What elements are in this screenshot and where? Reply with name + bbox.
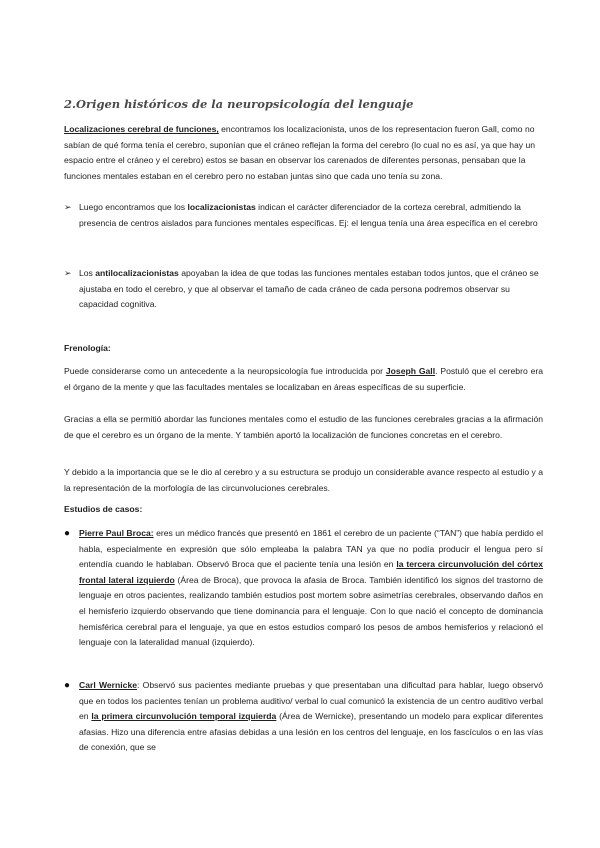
broca-text-2: (Área de Broca), que provoca la afasia de Broca. También identificó los signos del trastorno de lenguaje en otros pacientes, realizando también estudios post mortem sobre asimetrías cerebrales, observando daños en el hemisferio izquierdo observando que tiene dominancia para el lenguaje. Con lo que nació el concepto de dominancia hemisférica cerebral para el lenguaje, ya que en estos estudios comparó los pesos de ambos hemisferios y relacionó el lenguaje con la lateralidad manual (izquierdo). <box>79 574 543 648</box>
wernicke-name: Carl Wernicke <box>79 680 138 690</box>
wernicke-area: la primera circunvolución temporal izquierda <box>91 711 277 722</box>
joseph-gall-name: Joseph Gall <box>385 366 436 376</box>
wernicke-item <box>79 678 543 756</box>
arrow-bullet-icon: ➢ <box>64 268 72 278</box>
wernicke-text-1: : Observó sus pacientes mediante pruebas y que presentaban una dificultad para hablar, luego observó que en todos los pacientes tenían un problema auditivo/ verbal lo cual comunicó la existencia de un centro auditivo verbal en <box>79 680 543 722</box>
frenologia-title: Frenología: <box>64 343 111 353</box>
frenologia-p2: Gracias a ella se permitió abordar las funciones mentales como el estudio de las funciones cerebrales gracias a la afirmación de que el cerebro es un órgano de la mente. Y también aportó la localización de funciones concretas en el cerebro. <box>64 414 543 440</box>
broca-item <box>79 526 543 651</box>
intro-lead: Localizaciones cerebral de funciones, <box>64 124 219 134</box>
frenologia-p1 <box>64 364 543 395</box>
broca-text-1: eres un médico francés que presentó en 1861 el cerebro de un paciente (“TAN”) que había perdido el habla, especialmente en expresión que sólo empleaba la palabra TAN ya que no podía producir el lengua pero sí entendía cuando le hablaban. Observó Broca que el paciente tenía una lesión en <box>79 528 543 570</box>
antiloc-pre: Los <box>79 268 96 278</box>
loc-pre: Luego encontramos que los <box>79 202 188 212</box>
broca-area: la tercera circunvolución del córtex frontal lateral izquierdo <box>79 559 543 585</box>
arrow-bullet-icon: ➢ <box>64 202 72 212</box>
broca-name: Pierre Paul Broca: <box>79 528 154 538</box>
loc-post: indican el carácter diferenciador de la corteza cerebral, admitiendo la presencia de centros aislados para funciones mentales específicas. Ej: el lengua tenía una área específica en el cerebro <box>79 202 538 228</box>
intro-paragraph <box>64 122 543 184</box>
fren-p1-pre: Puede considerarse como un antecedente a la neuropsicología fue introducida por <box>64 366 386 376</box>
bullet-icon: ● <box>64 680 71 691</box>
localizacionistas-item <box>79 200 543 231</box>
intro-text: encontramos los localizacionista, unos de los representacion fueron Gall, como no sabían de qué forma tenía el cerebro, suponían que el cráneo reflejan la forma del cerebro (lo cual no es así, ya que hay un espacio entre el cráneo y el cerebro) estos se basan en observar los carenados de diferentes personas, pensaban que la funciones mentales estaban en el cerebro pero no estaban juntas sino que cada uno tenía su zona. <box>64 124 536 181</box>
wernicke-text-2: (Área de Wernicke), presentando un modelo para explicar diferentes afasias. Hizo una diferencia entre afasias debidas a una lesión en los centros del lenguaje, en los fascículos o en las vías de conexión, que se <box>79 711 543 753</box>
antiloc-bold: antilocalizacionistas <box>95 268 179 278</box>
antiloc-post: apoyaban la idea de que todas las funciones mentales estaban todos juntos, que el cráneo se ajustaba en todo el cerebro, y que al observar el tamaño de cada cráneo de cada persona podremos observar su capacidad cognitiva. <box>79 268 539 310</box>
frenologia-p3: Y debido a la importancia que se le dio al cerebro y a su estructura se produjo un considerable avance respecto al estudio y a la representación de la morfología de las circunvoluciones cerebrales. <box>64 467 543 493</box>
antilocalizacionistas-item <box>79 266 543 313</box>
section-heading: 2.Origen históricos de la neuropsicología del lenguaje <box>64 97 414 111</box>
fren-p1-post: . Postuló que el cerebro era el órgano de la mente y que las facultades mentales se localizaban en áreas específicas de su superficie. <box>64 366 544 392</box>
loc-bold: localizacionistas <box>187 202 256 212</box>
estudios-title: Estudios de casos: <box>64 504 143 514</box>
bullet-icon: ● <box>64 528 71 539</box>
